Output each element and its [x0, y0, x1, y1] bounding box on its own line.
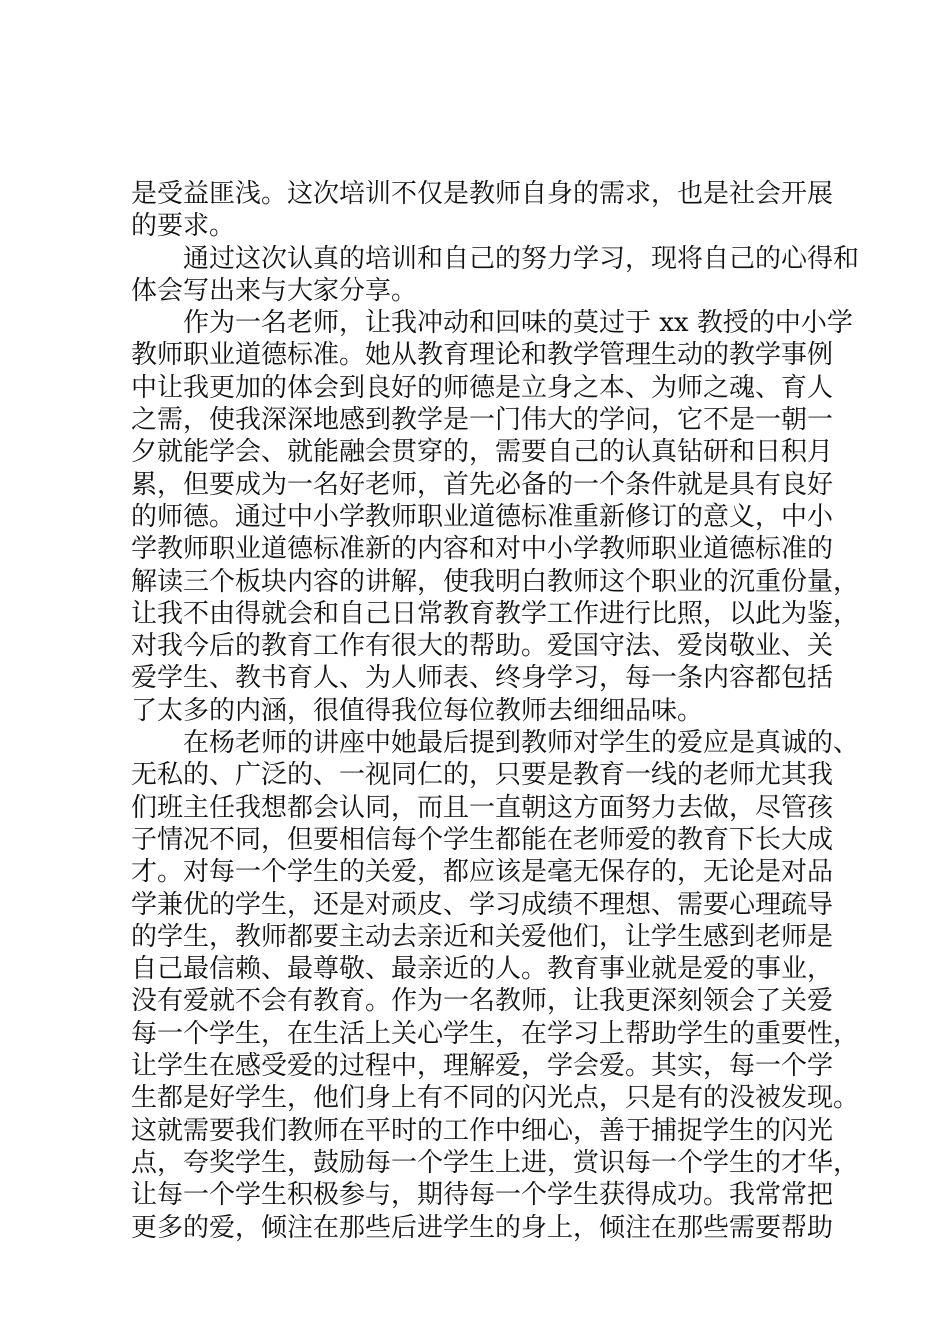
text-line: 让学生在感受爱的过程中，理解爱，学会爱。其实，每一个学	[131, 1051, 834, 1082]
body-text	[131, 178, 860, 1244]
text-line: 的学生，教师都要主动去亲近和关爱他们，让学生感到老师是	[131, 921, 834, 952]
text-line: 作为一名老师，让我冲动和回味的莫过于 xx 教授的中小学	[183, 308, 853, 339]
paragraph	[131, 727, 860, 1244]
text-line: 没有爱就不会有教育。作为一名教师，让我更深刻领会了关爱	[131, 986, 834, 1017]
paragraph	[131, 178, 834, 243]
text-line: 学教师职业道德标准新的内容和对中小学教师职业道德标准的	[131, 534, 834, 565]
text-line: 在杨老师的讲座中她最后提到教师对学生的爱应是真诚的、	[183, 728, 860, 759]
text-line: 才。对每一个学生的关爱，都应该是毫无保存的，无论是对品	[131, 857, 834, 888]
text-line: 让我不由得就会和自己日常教育教学工作进行比照，以此为鉴，	[131, 598, 860, 629]
text-line: 这就需要我们教师在平时的工作中细心，善于捕捉学生的闪光	[131, 1115, 834, 1146]
text-line: 自己最信赖、最尊敬、最亲近的人。教育事业就是爱的事业，	[131, 954, 834, 985]
text-line: 累，但要成为一名好老师，首先必备的一个条件就是具有良好	[131, 469, 834, 500]
text-line: 让每一个学生积极参与，期待每一个学生获得成功。我常常把	[131, 1180, 834, 1211]
text-line: 生都是好学生，他们身上有不同的闪光点，只是有的没被发现。	[131, 1083, 860, 1114]
paragraph	[131, 243, 860, 308]
text-line: 之需，使我深深地感到教学是一门伟大的学问，它不是一朝一	[131, 405, 834, 436]
text-line: 的师德。通过中小学教师职业道德标准重新修订的意义，中小	[131, 501, 834, 532]
text-line: 更多的爱，倾注在那些后进学生的身上，倾注在那些需要帮助	[131, 1212, 834, 1243]
text-line: 通过这次认真的培训和自己的努力学习，现将自己的心得和	[183, 243, 860, 274]
text-line: 了太多的内涵，很值得我位每位教师去细细品味。	[131, 695, 704, 726]
text-line: 学兼优的学生，还是对顽皮、学习成绩不理想、需要心理疏导	[131, 889, 834, 920]
text-line: 中让我更加的体会到良好的师德是立身之本、为师之魂、育人	[131, 372, 834, 403]
text-line: 无私的、广泛的、一视同仁的，只要是教育一线的老师尤其我	[131, 760, 834, 791]
text-line: 夕就能学会、就能融会贯穿的，需要自己的认真钻研和日积月	[131, 437, 834, 468]
text-line: 的要求。	[131, 211, 236, 242]
text-line: 是受益匪浅。这次培训不仅是教师自身的需求，也是社会开展	[131, 179, 834, 209]
text-line: 教师职业道德标准。她从教育理论和教学管理生动的教学事例	[131, 340, 834, 371]
text-line: 子情况不同，但要相信每个学生都能在老师爱的教育下长大成	[131, 824, 834, 855]
paragraph	[131, 307, 860, 727]
text-line: 每一个学生，在生活上关心学生，在学习上帮助学生的重要性，	[131, 1018, 860, 1049]
text-line: 体会写出来与大家分享。	[131, 275, 418, 306]
text-line: 对我今后的教育工作有很大的帮助。爱国守法、爱岗敬业、关	[131, 631, 834, 662]
text-line: 爱学生、教书育人、为人师表、终身学习，每一条内容都包括	[131, 663, 834, 694]
text-line: 点，夸奖学生，鼓励每一个学生上进，赏识每一个学生的才华，	[131, 1147, 860, 1178]
text-line: 解读三个板块内容的讲解，使我明白教师这个职业的沉重份量，	[131, 566, 860, 597]
text-line: 们班主任我想都会认同，而且一直朝这方面努力去做，尽管孩	[131, 792, 834, 823]
